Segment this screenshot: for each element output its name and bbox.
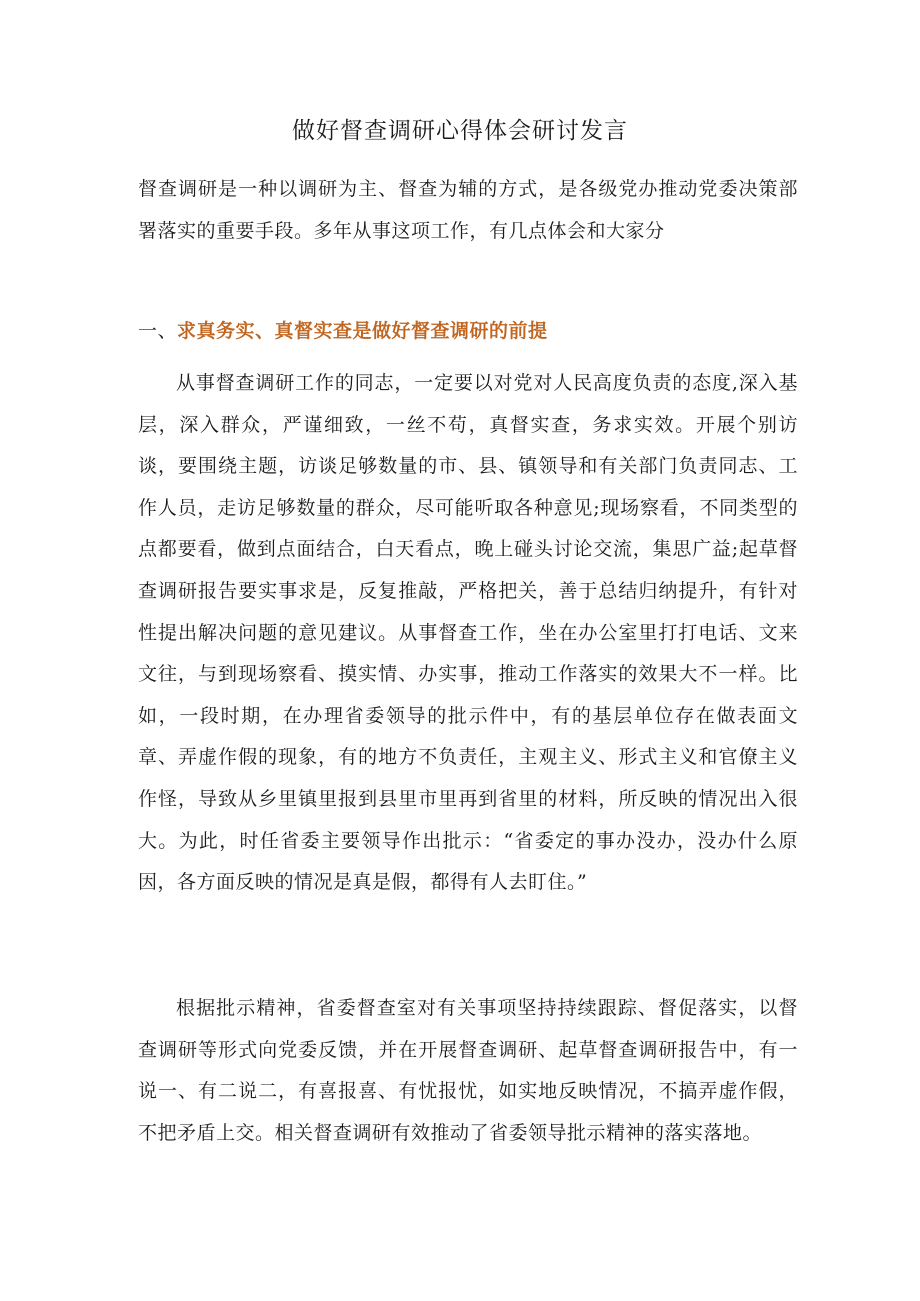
intro-paragraph: 督查调研是一种以调研为主、督查为辅的方式，是各级党办推动党委决策部署落实的重要手段。多年从事这项工作，有几点体会和大家分: [138, 178, 798, 242]
section-heading-text: 求真务实、真督实查是做好督查调研的前提: [177, 320, 548, 342]
body-paragraph-2: 根据批示精神，省委督查室对有关事项坚持持续跟踪、督促落实，以督查调研等形式向党委反馈，并在开展督查调研、起草督查调研报告中，有一说一、有二说二，有喜报喜、有忧报忧，如实地反映情况，不搞弄虚作假，不把矛盾上交。相关督查调研有效推动了省委领导批示精神的落实落地。: [138, 997, 798, 1144]
section-number: 一、: [138, 320, 178, 342]
document-title: 做好督查调研心得体会研讨发言: [292, 118, 628, 144]
body-paragraph-1: 从事督查调研工作的同志，一定要以对党对人民高度负责的态度,深入基层，深入群众，严谨细致，一丝不苟，真督实查，务求实效。开展个别访谈，要围绕主题，访谈足够数量的市、县、镇领导和有关部门负责同志、工作人员，走访足够数量的群众，尽可能听取各种意见;现场察看，不同类型的点都要看，做到点面结合，白天看点，晚上碰头讨论交流，集思广益;起草督查调研报告要实事求是，反复推敲，严格把关，善于总结归纳提升，有针对性提出解决问题的意见建议。从事督查工作，坐在办公室里打打电话、文来文往，与到现场察看、摸实情、办实事，推动工作落实的效果大不一样。比如，一段时期，在办理省委领导的批示件中，有的基层单位存在做表面文章、弄虚作假的现象，有的地方不负责任，主观主义、形式主义和官僚主义作怪，导致从乡里镇里报到县里市里再到省里的材料，所反映的情况出入很大。为此，时任省委主要领导作出批示：“省委定的事办没办，没办什么原因，各方面反映的情况是真是假，都得有人去盯住。”: [138, 372, 798, 894]
section-heading: [138, 316, 548, 343]
